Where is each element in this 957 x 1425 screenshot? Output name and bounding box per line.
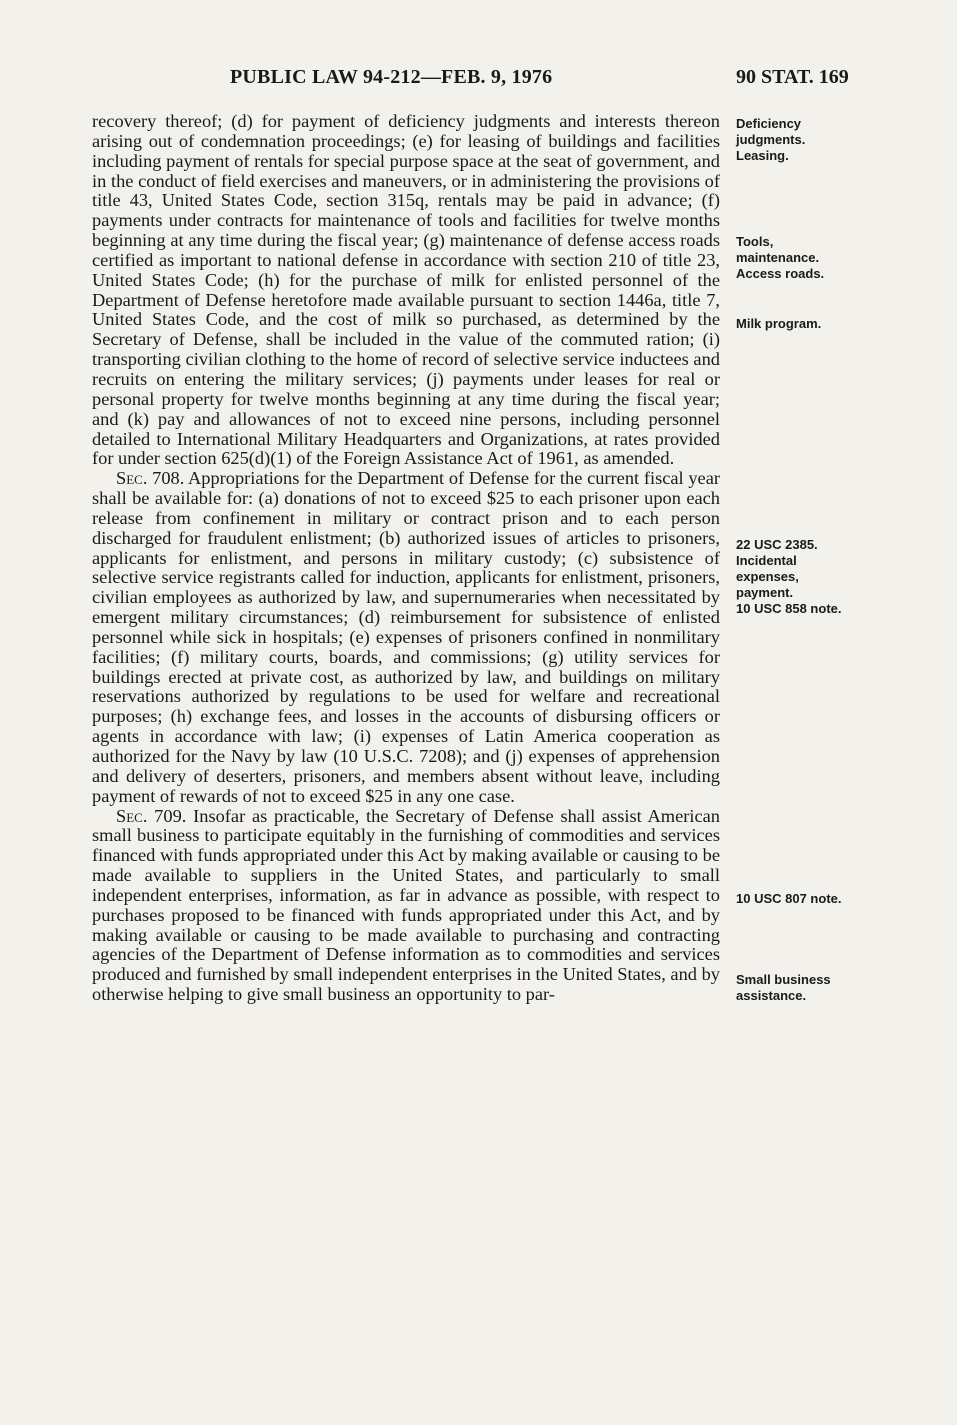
- statute-page-number: 90 STAT. 169: [736, 66, 849, 88]
- margin-note-line: payment.: [736, 585, 794, 600]
- paragraph-continuation: recovery thereof; (d) for payment of deficiency judgments and interests thereon arising out of condemnation proceedings; (e) for leasing of buildings and facilities including payment of rentals for special purpose space at the seat of government, and in the conduct of field exercises and maneuvers, or in administering the provisions of title 43, United States Code, section 315q, rentals may be paid in advance; (f) payments under contracts for maintenance of tools and facilities for twelve months beginning at any time during the fiscal year; (g) maintenance of defense access roads certified as important to national defense in accordance with section 210 of title 23, United States Code; (h) for the purchase of milk for enlisted personnel of the Department of Defense heretofore made available pursuant to section 1446a, title 7, United States Code, and the cost of milk so purchased, as determined by the Secretary of Defense, shall be included in the value of the commuted ration; (i) transporting civilian clothing to the home of record of selective service inductees and recruits on entering the military services; (j) payments under leases for real or personal property for twelve months beginning at any time during the fiscal year; and (k) pay and allowances of not to exceed nine persons, including personnel detailed to International Military Headquarters and Organizations, at rates provided for under section 625(d)(1) of the Foreign Assistance Act of 1961, as amended.: [92, 111, 720, 469]
- margin-note-line: maintenance.: [736, 250, 820, 265]
- margin-note-line: Small business: [736, 972, 831, 987]
- margin-note-deficiency-leasing: [736, 116, 876, 164]
- margin-note-line: 10 USC 858 note.: [736, 601, 842, 616]
- margin-note-line: Deficiency: [736, 116, 802, 131]
- margin-note-10-usc-807: [736, 891, 876, 907]
- section-709: [92, 807, 720, 1005]
- margin-note-line: 10 USC 807 note.: [736, 891, 842, 906]
- margin-note-line: Milk program.: [736, 316, 822, 331]
- body-text: [92, 112, 720, 1005]
- section-709-label: Sec. 709.: [116, 805, 187, 826]
- section-708-text: Appropriations for the Department of Defense for the current fiscal year shall be available for: (a) donations of not to exceed $25 to each prisoner upon each release from confinement in military or contract prison and to each person discharged for fraudulent enlistment; (b) authorized issues of articles to prisoners, applicants for enlistment, and persons in military custody; (c) subsistence of selective service registrants called for induction, applicants for enlistment, prisoners, civilian employees as authorized by law, and supernumeraries when necessitated by emergent military circumstances; (d) reimbursement for subsistence of enlisted personnel while sick in hospitals; (e) expenses of prisoners confined in nonmilitary facilities; (f) military courts, boards, and commissions; (g) utility services for buildings erected at private cost, as authorized by law, and buildings on military reservations authorized by regulations to be used for welfare and recreational purposes; (h) exchange fees, and losses in the accounts of disbursing officers or agents in accordance with law; (i) expenses of Latin America cooperation as authorized for the Navy by law (10 U.S.C. 7208); and (j) expenses of apprehension and delivery of deserters, prisoners, and members absent without leave, including payment of rewards of not to exceed $25 in any one case.: [92, 468, 720, 806]
- margin-note-line: Tools,: [736, 234, 774, 249]
- page-header: [0, 66, 957, 96]
- margin-note-milk-program: [736, 316, 876, 332]
- margin-note-tools-access-roads: [736, 234, 876, 282]
- margin-note-line: expenses,: [736, 569, 799, 584]
- margin-note-line: judgments.: [736, 132, 806, 147]
- margin-note-line: Incidental: [736, 553, 797, 568]
- margin-note-line: Access roads.: [736, 266, 825, 281]
- margin-note-incidental-expenses: [736, 537, 876, 617]
- section-709-text: Insofar as practicable, the Secretary of Defense shall assist American small business to participate equitably in the furnishing of commodities and services financed with funds appropriated under this Act by making available or causing to be made available to suppliers in the United States, and particularly to small independent enterprises, information, as far in advance as possible, with respect to purchases proposed to be financed with funds appropriated under this Act, and by making available or causing to be made available to purchasing and contracting agencies of the Department of Defense information as to commodities and services produced and furnished by small independent enterprises in the United States, and by otherwise helping to give small business an opportunity to par-: [92, 805, 721, 1005]
- margin-note-small-business: [736, 972, 876, 1004]
- section-708-label: Sec. 708.: [116, 468, 185, 489]
- margin-note-line: Leasing.: [736, 148, 789, 163]
- margin-note-line: assistance.: [736, 988, 807, 1003]
- header-title: PUBLIC LAW 94-212—FEB. 9, 1976: [230, 66, 553, 88]
- section-708: [92, 469, 720, 806]
- margin-note-line: 22 USC 2385.: [736, 537, 818, 552]
